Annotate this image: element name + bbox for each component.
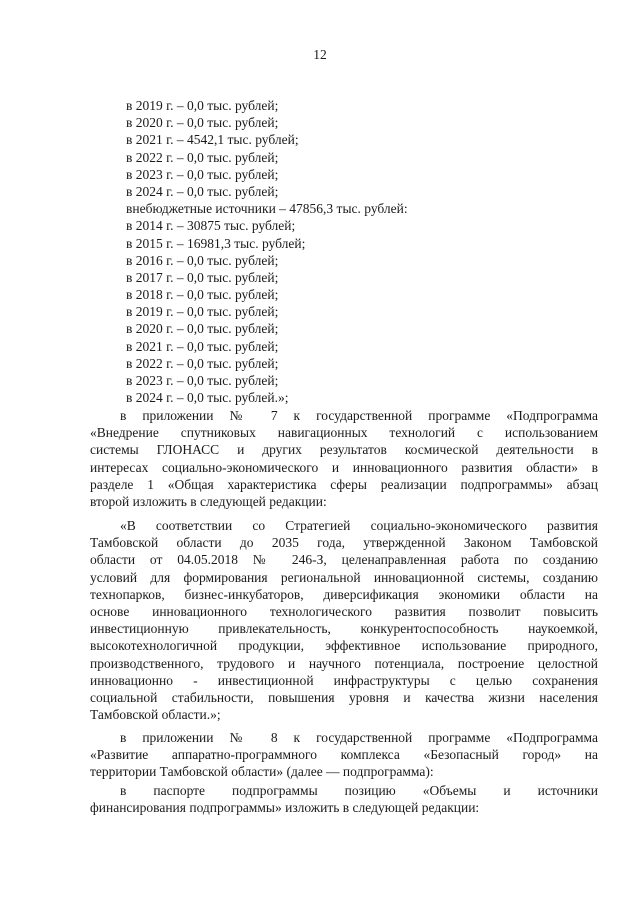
text-line: инвестиционную привлекательность, конкурентоспособность наукоемкой, xyxy=(90,621,598,637)
funding-list xyxy=(126,97,408,406)
list-line: в 2023 г. – 0,0 тыс. рублей; xyxy=(126,166,279,182)
text-line: Тамбовской области.»; xyxy=(90,707,221,723)
list-line: в 2024 г. – 0,0 тыс. рублей.»; xyxy=(126,390,289,406)
text-line: в приложении № 8 к государственной программе «Подпрограмма xyxy=(120,730,598,745)
text-line: системы ГЛОНАСС и других результатов космической деятельности в xyxy=(90,442,598,458)
text-line: высокотехнологичной продукции, эффективное использование природного, xyxy=(90,638,598,654)
paragraph-passport xyxy=(90,782,598,816)
text-line: основе инновационного технологического развития позволит повысить xyxy=(90,603,598,619)
text-line: области от 04.05.2018 № 246-З, целенаправленная работа по созданию xyxy=(90,552,598,568)
list-line: в 2020 г. – 0,0 тыс. рублей; xyxy=(126,321,279,337)
text-line: интересах социально-экономического и инновационного развития области» в xyxy=(90,459,598,475)
text-line: финансирования подпрограммы» изложить в следующей редакции: xyxy=(90,800,480,816)
paragraph-appendix-7 xyxy=(90,407,598,510)
list-line: в 2019 г. – 0,0 тыс. рублей; xyxy=(126,304,279,320)
text-line: «В соответствии со Стратегией социально-экономического развития xyxy=(120,518,598,533)
page-number: 12 xyxy=(313,47,327,62)
paragraph-appendix-8 xyxy=(90,729,598,781)
list-line: в 2019 г. – 0,0 тыс. рублей; xyxy=(126,98,279,113)
list-line: в 2015 г. – 16981,3 тыс. рублей; xyxy=(126,235,306,251)
text-line: разделе 1 «Общая характеристика сферы реализации подпрограммы» абзац xyxy=(90,476,598,492)
list-line: в 2014 г. – 30875 тыс. рублей; xyxy=(126,218,296,234)
text-line: в паспорте подпрограммы позицию «Объемы и источники xyxy=(120,783,598,798)
text-line: территории Тамбовской области» (далее — подпрограмма): xyxy=(90,764,434,780)
text-line: инновационно - инвестиционной инфраструктуры с целью сохранения xyxy=(90,672,598,688)
paragraph-strategy-quote xyxy=(90,517,598,723)
text-line: технопарков, бизнес-инкубаторов, диверсификация экономики области на xyxy=(90,586,598,602)
list-line: в 2018 г. – 0,0 тыс. рублей; xyxy=(126,287,279,303)
list-line: внебюджетные источники – 47856,3 тыс. рублей: xyxy=(126,201,408,217)
list-line: в 2024 г. – 0,0 тыс. рублей; xyxy=(126,183,279,199)
list-line: в 2022 г. – 0,0 тыс. рублей; xyxy=(126,149,279,165)
text-line: социальной стабильности, повышения уровня и качества жизни населения xyxy=(90,689,598,705)
list-line: в 2017 г. – 0,0 тыс. рублей; xyxy=(126,269,279,285)
list-line: в 2023 г. – 0,0 тыс. рублей; xyxy=(126,373,279,388)
text-line: второй изложить в следующей редакции: xyxy=(90,493,327,509)
text-line: в приложении № 7 к государственной программе «Подпрограмма xyxy=(120,408,598,423)
list-line: в 2022 г. – 0,0 тыс. рублей; xyxy=(126,355,279,371)
text-line: производственного, трудового и научного потенциала, построение целостной xyxy=(90,655,598,671)
text-line: «Внедрение спутниковых навигационных технологий с использованием xyxy=(90,425,598,441)
text-line: «Развитие аппаратно-программного комплекса «Безопасный город» на xyxy=(90,747,598,763)
list-line: в 2021 г. – 4542,1 тыс. рублей; xyxy=(126,132,299,148)
list-line: в 2016 г. – 0,0 тыс. рублей; xyxy=(126,252,279,268)
list-line: в 2020 г. – 0,0 тыс. рублей; xyxy=(126,115,279,131)
list-line: в 2021 г. – 0,0 тыс. рублей; xyxy=(126,338,279,354)
text-line: условий для формирования региональной инновационной системы, созданию xyxy=(90,569,598,585)
text-line: Тамбовской области до 2035 года, утвержденной Законом Тамбовской xyxy=(90,535,598,551)
